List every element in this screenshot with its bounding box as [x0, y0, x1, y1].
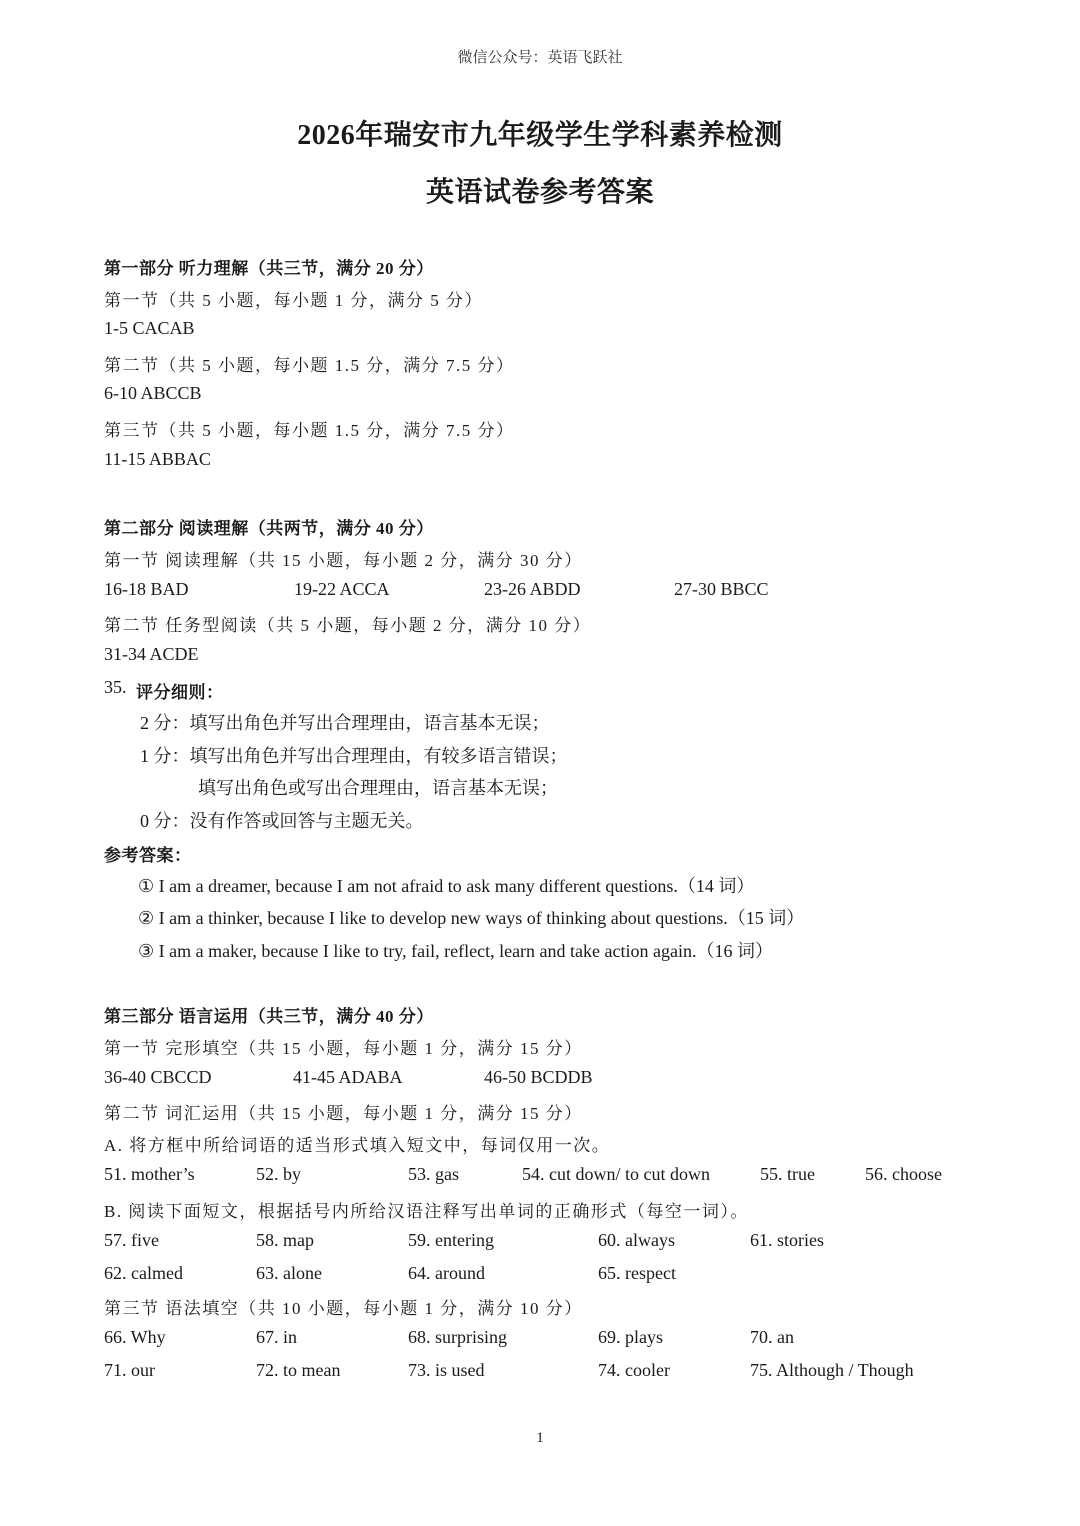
- part3-sec3-title: 第三节 语法填空（共 10 小题，每小题 1 分，满分 10 分）: [104, 1299, 583, 1318]
- answer-61: 61. stories: [750, 1230, 824, 1250]
- part1-sec3-title: 第三节（共 5 小题，每小题 1.5 分，满分 7.5 分）: [104, 421, 515, 440]
- part3-sec2-a-instructions: A. 将方框中所给词语的适当形式填入短文中，每词仅用一次。: [104, 1136, 611, 1155]
- reference-answer-3: ③ I am a maker, because I like to try, fail, reflect, learn and take action again.（16 词）: [138, 941, 773, 961]
- page-title: 2026年瑞安市九年级学生学科素养检测: [297, 120, 783, 151]
- answer-71: 71. our: [104, 1360, 155, 1380]
- part3-sec2-title: 第二节 词汇运用（共 15 小题，每小题 1 分，满分 15 分）: [104, 1104, 583, 1123]
- part3-heading: 第三部分 语言运用（共三节，满分 40 分）: [104, 1007, 434, 1026]
- answer-73: 73. is used: [408, 1360, 485, 1380]
- rubric-line-1: 2 分：填写出角色并写出合理理由，语言基本无误；: [140, 713, 550, 733]
- answer-58: 58. map: [256, 1230, 314, 1250]
- answer-62: 62. calmed: [104, 1263, 183, 1283]
- part3-sec1-title: 第一节 完形填空（共 15 小题，每小题 1 分，满分 15 分）: [104, 1039, 583, 1058]
- part2-sec2-answers: 31-34 ACDE: [104, 644, 199, 664]
- header-note: 微信公众号：英语飞跃社: [457, 48, 623, 66]
- answer-64: 64. around: [408, 1263, 485, 1283]
- q35-rubric-title: 评分细则：: [136, 683, 224, 702]
- answer-51: 51. mother’s: [104, 1164, 195, 1184]
- answer-72: 72. to mean: [256, 1360, 341, 1380]
- answer-59: 59. entering: [408, 1230, 494, 1250]
- answer-74: 74. cooler: [598, 1360, 670, 1380]
- answer-75: 75. Although / Though: [750, 1360, 914, 1380]
- answer-56: 56. choose: [865, 1164, 942, 1184]
- answer-68: 68. surprising: [408, 1327, 507, 1347]
- reference-answer-1: ① I am a dreamer, because I am not afraid to ask many different questions.（14 词）: [138, 876, 755, 896]
- page-number: 1: [536, 1430, 544, 1446]
- answer-69: 69. plays: [598, 1327, 663, 1347]
- answer-57: 57. five: [104, 1230, 159, 1250]
- rubric-line-4: 0 分：没有作答或回答与主题无关。: [140, 811, 424, 831]
- part1-sec2-title: 第二节（共 5 小题，每小题 1.5 分，满分 7.5 分）: [104, 356, 515, 375]
- answer-70: 70. an: [750, 1327, 794, 1347]
- part2-sec1-answer-1: 16-18 BAD: [104, 579, 189, 599]
- part2-sec2-title: 第二节 任务型阅读（共 5 小题，每小题 2 分，满分 10 分）: [104, 616, 592, 635]
- part3-sec1-answer-3: 46-50 BCDDB: [484, 1067, 593, 1087]
- page-subtitle: 英语试卷参考答案: [425, 177, 654, 208]
- part1-heading: 第一部分 听力理解（共三节，满分 20 分）: [104, 259, 434, 278]
- rubric-line-2: 1 分：填写出角色并写出合理理由，有较多语言错误；: [140, 746, 568, 766]
- part2-sec1-answer-2: 19-22 ACCA: [294, 579, 390, 599]
- part2-sec1-title: 第一节 阅读理解（共 15 小题，每小题 2 分，满分 30 分）: [104, 551, 583, 570]
- answer-65: 65. respect: [598, 1263, 676, 1283]
- answer-67: 67. in: [256, 1327, 298, 1347]
- part3-sec2-b-instructions: B. 阅读下面短文，根据括号内所给汉语注释写出单词的正确形式（每空一词）。: [104, 1202, 749, 1221]
- rubric-line-3: 填写出角色或写出合理理由，语言基本无误；: [198, 778, 558, 798]
- answer-53: 53. gas: [408, 1164, 459, 1184]
- part3-sec1-answer-2: 41-45 ADABA: [293, 1067, 403, 1087]
- part1-sec3-answers: 11-15 ABBAC: [104, 449, 211, 469]
- part3-sec1-answer-1: 36-40 CBCCD: [104, 1067, 212, 1087]
- part2-heading: 第二部分 阅读理解（共两节，满分 40 分）: [104, 519, 434, 538]
- answer-66: 66. Why: [104, 1327, 166, 1347]
- answer-63: 63. alone: [256, 1263, 322, 1283]
- answer-54: 54. cut down/ to cut down: [522, 1164, 710, 1184]
- answer-55: 55. true: [760, 1164, 815, 1184]
- part1-sec2-answers: 6-10 ABCCB: [104, 383, 202, 403]
- reference-answer-2: ② I am a thinker, because I like to develop new ways of thinking about questions.（15 词）: [138, 908, 805, 928]
- answer-60: 60. always: [598, 1230, 675, 1250]
- q35-label: 35.: [104, 677, 127, 697]
- reference-answers-title: 参考答案：: [104, 846, 192, 865]
- answer-52: 52. by: [256, 1164, 301, 1184]
- part2-sec1-answer-4: 27-30 BBCC: [674, 579, 769, 599]
- part2-sec1-answer-3: 23-26 ABDD: [484, 579, 581, 599]
- part1-sec1-answers: 1-5 CACAB: [104, 318, 195, 338]
- part1-sec1-title: 第一节（共 5 小题，每小题 1 分，满分 5 分）: [104, 291, 483, 310]
